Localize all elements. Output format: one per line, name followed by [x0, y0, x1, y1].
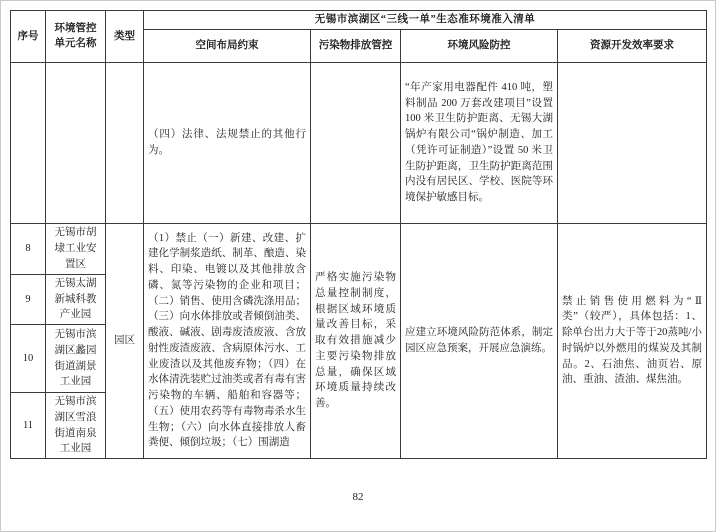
row-8-unit-name: 无锡市胡埭工业安置区	[46, 223, 106, 274]
continuation-row	[11, 62, 707, 223]
row-10-seq: 10	[11, 325, 46, 393]
header-risk-prevention: 环境风险防控	[401, 29, 558, 62]
row-9-seq: 9	[11, 274, 46, 324]
header-resource-efficiency: 资源开发效率要求	[558, 29, 707, 62]
merged-risk-text: 应建立环境风险防范体系，制定园区应急预案，开展应急演练。	[401, 223, 558, 458]
header-seq: 序号	[11, 11, 46, 63]
table-row	[11, 223, 707, 274]
row-11-seq: 11	[11, 393, 46, 459]
row-10-unit-name: 无锡市滨湖区蠡园街道湖景工业园	[46, 325, 106, 393]
merged-type: 园区	[106, 223, 144, 458]
header-unit-name: 环境管控单元名称	[46, 11, 106, 63]
cont-type-empty	[106, 62, 144, 223]
table-header-row-title	[11, 11, 707, 30]
cont-unit-empty	[46, 62, 106, 223]
header-type: 类型	[106, 11, 144, 63]
row-11-unit-name: 无锡市滨湖区雪浪街道南泉工业园	[46, 393, 106, 459]
header-pollution-control: 污染物排放管控	[311, 29, 401, 62]
table-title: 无锡市滨湖区“三线一单”生态准环境准入清单	[144, 11, 707, 30]
cont-space-layout-text: （四）法律、法规禁止的其他行为。	[144, 62, 311, 223]
page-number: 82	[352, 491, 364, 503]
cont-seq-empty	[11, 62, 46, 223]
merged-space-layout-text: （1）禁止（一）新建、改建、扩建化学制浆造纸、制革、酿造、染料、印染、电镀以及其他排放含磷、氮等污染物的企业和项目；（二）销售、使用含磷洗涤用品；（三）向水体排放或者倾倒油类、酸液、碱液、剧毒废渣废液、含放射性废渣废液、含病原体污水、工业废渣以及其他废弃物；（四）在水体清洗装贮过油类或者有毒有害污染物的车辆、船舶和容器等；（五）使用农药等有毒物毒杀水生生物；（六）向水体直接排放人畜粪便、倾倒垃圾；（七）围湖造	[144, 223, 311, 458]
row-8-seq: 8	[11, 223, 46, 274]
header-space-layout: 空间布局约束	[144, 29, 311, 62]
cont-resource-empty	[558, 62, 707, 223]
cont-pollution-empty	[311, 62, 401, 223]
row-9-unit-name: 无锡太湖新城科教产业园	[46, 274, 106, 324]
cont-risk-text: “年产家用电器配件 410 吨，塑料制品 200 万套改建项目”设置 100 米卫生防护距离、无锡大湖锅炉有限公司“锅炉制造、加工（凭许可证制造）”设置 50 米卫生防护距离，卫生防护距离范围内没有居民区、学校、医院等环境保护敏感目标。	[401, 62, 558, 223]
merged-pollution-text: 严格实施污染物总量控制制度，根据区域环境质量改善目标，采取有效措施减少主要污染物排放总量，确保区域环境质量持续改善。	[311, 223, 401, 458]
admittance-list-table	[10, 10, 707, 459]
merged-resource-text: 禁止销售使用燃料为“Ⅱ类”（较严），具体包括：1、除单台出力大于等于20蒸吨/小时锅炉以外燃用的煤炭及其制品。2、石油焦、油页岩、原油、重油、渣油、煤焦油。	[558, 223, 707, 458]
